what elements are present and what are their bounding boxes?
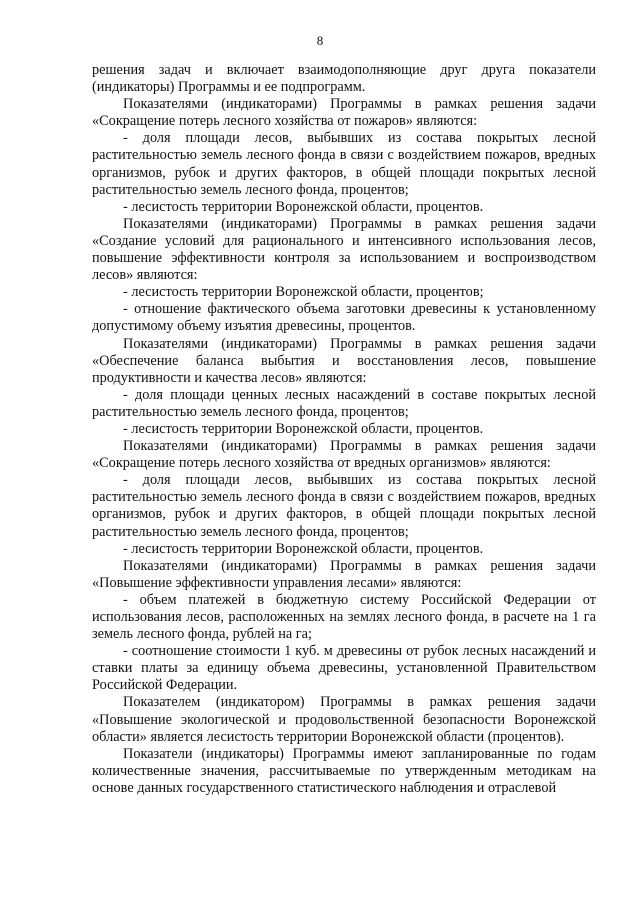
paragraph: Показателями (индикаторами) Программы в рамках решения задачи «Сокращение потерь лесного хозяйства от вредных организмов» являются: xyxy=(92,438,596,472)
document-body xyxy=(92,62,596,797)
paragraph: Показателем (индикатором) Программы в рамках решения задачи «Повышение экологической и продовольственной безопасности Воронежской области» является лесистость территории Воронежской области (процентов). xyxy=(92,694,596,745)
paragraph: решения задач и включает взаимодополняющие друг друга показатели (индикаторы) Программы и ее подпрограмм. xyxy=(92,62,596,96)
paragraph: Показателями (индикаторами) Программы в рамках решения задачи «Создание условий для рационального и интенсивного использования лесов, повышение эффективности контроля за использованием и воспроизводством лесов» являются: xyxy=(92,215,596,284)
paragraph: Показателями (индикаторами) Программы в рамках решения задачи «Сокращение потерь лесного хозяйства от пожаров» являются: xyxy=(92,96,596,130)
paragraph: Показателями (индикаторами) Программы в рамках решения задачи «Повышение эффективности управления лесами» являются: xyxy=(92,557,596,591)
paragraph: Показатели (индикаторы) Программы имеют запланированные по годам количественные значения, рассчитываемые по утвержденным методикам на основе данных государственного статистического наблюдения и отраслевой xyxy=(92,745,596,796)
list-item: - доля площади лесов, выбывших из состава покрытых лесной растительностью земель лесного фонда в связи с воздействием пожаров, вредных организмов, рубок и других факторов, в общей площади покрытых лесной растительностью земель лесного фонда, процентов; xyxy=(92,130,596,198)
page-number: 8 xyxy=(316,33,324,48)
paragraph: Показателями (индикаторами) Программы в рамках решения задачи «Обеспечение баланса выбытия и восстановления лесов, повышение продуктивности и качества лесов» являются: xyxy=(92,335,596,386)
list-item: - лесистость территории Воронежской области, процентов. xyxy=(123,198,484,215)
list-item: - доля площади лесов, выбывших из состава покрытых лесной растительностью земель лесного фонда в связи с воздействием пожаров, вредных организмов, рубок и других факторов, в общей площади покрытых лесной растительностью земель лесного фонда, процентов; xyxy=(92,472,596,540)
list-item: - лесистость территории Воронежской области, процентов. xyxy=(123,420,484,437)
list-item: - отношение фактического объема заготовки древесины к установленному допустимому объему изъятия древесины, процентов. xyxy=(92,301,596,335)
list-item: - доля площади ценных лесных насаждений в составе покрытых лесной растительностью земель лесного фонда, процентов; xyxy=(92,386,596,420)
list-item: - объем платежей в бюджетную систему Российской Федерации от использования лесов, расположенных на землях лесного фонда, в расчете на 1 га земель лесного фонда, рублей на га; xyxy=(92,591,596,643)
list-item: - лесистость территории Воронежской области, процентов; xyxy=(123,284,484,301)
list-item: - соотношение стоимости 1 куб. м древесины от рубок лесных насаждений и ставки платы за единицу объема древесины, установленной Правительством Российской Федерации. xyxy=(92,643,596,694)
list-item: - лесистость территории Воронежской области, процентов. xyxy=(123,540,484,557)
